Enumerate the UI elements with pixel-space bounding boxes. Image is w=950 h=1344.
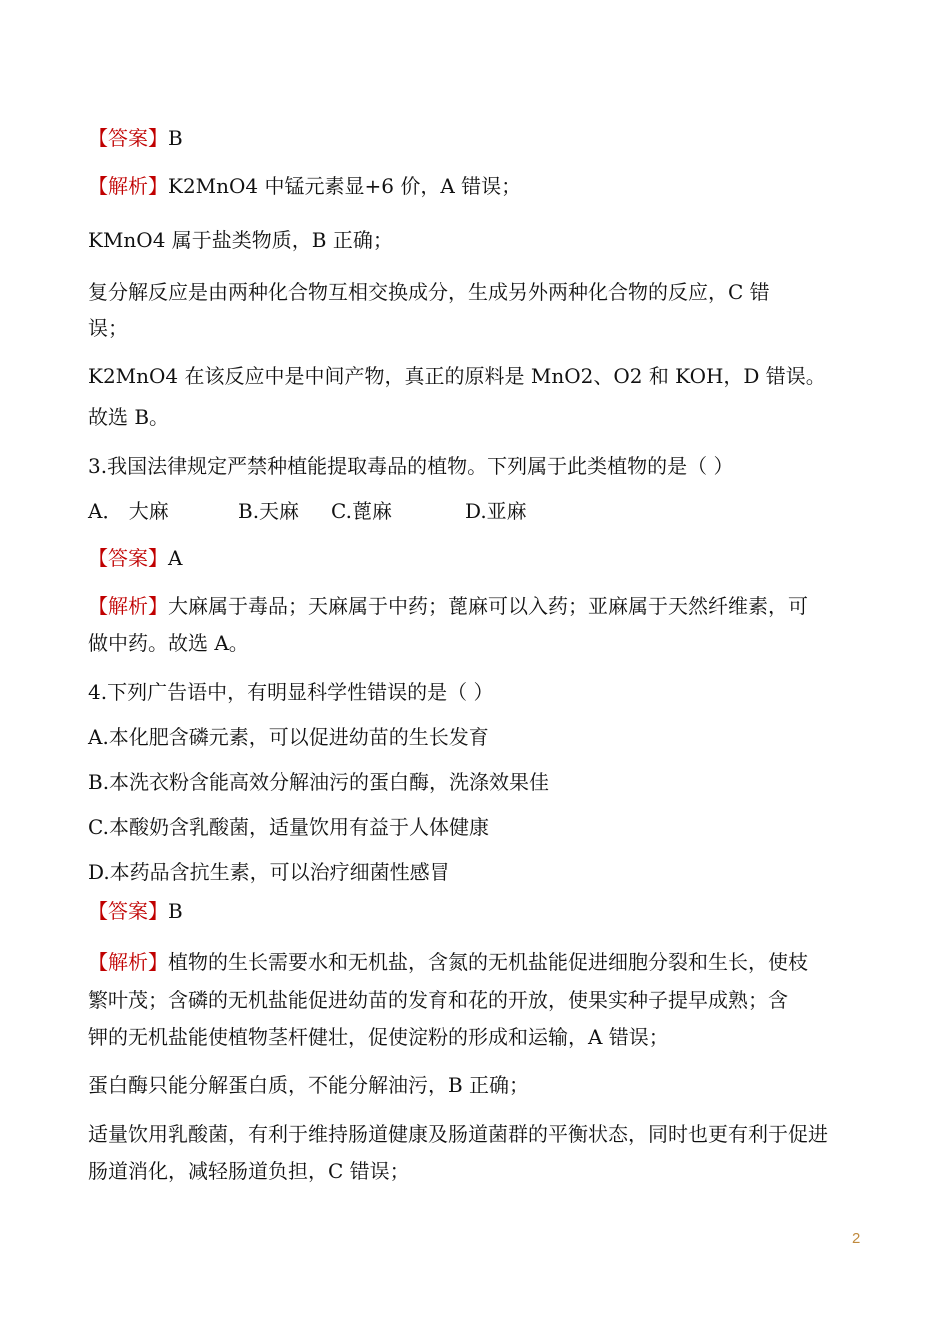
- option-c: C.蓖麻: [331, 499, 392, 523]
- analysis-text: 肠道消化，减轻肠道负担，C 错误；: [88, 1159, 410, 1183]
- answer-label: 【答案】: [88, 546, 168, 570]
- analysis-text: 误；: [88, 316, 128, 340]
- answer-line-q4: [88, 899, 183, 923]
- analysis-label: 【解析】: [88, 594, 168, 618]
- answer-line-q3: [88, 546, 182, 570]
- question-3-stem: 3.我国法律规定严禁种植能提取毒品的植物。下列属于此类植物的是（ ）: [88, 454, 734, 478]
- analysis-text: K2MnO4 中锰元素显+6 价，A 错误；: [168, 174, 522, 198]
- analysis-line-q2: [88, 174, 521, 198]
- analysis-line-q3: [88, 594, 808, 618]
- option-b: B.天麻: [238, 499, 300, 523]
- answer-value: B: [168, 126, 183, 150]
- analysis-text: 做中药。故选 A。: [88, 631, 249, 655]
- analysis-text: 蛋白酶只能分解蛋白质，不能分解油污，B 正确；: [88, 1073, 530, 1097]
- analysis-text: KMnO4 属于盐类物质，B 正确；: [88, 228, 393, 252]
- analysis-text: 大麻属于毒品；天麻属于中药；蓖麻可以入药；亚麻属于天然纤维素，可: [168, 594, 808, 618]
- answer-label: 【答案】: [88, 899, 168, 923]
- analysis-text: 植物的生长需要水和无机盐，含氮的无机盐能促进细胞分裂和生长，使枝: [168, 950, 808, 974]
- analysis-label: 【解析】: [88, 950, 168, 974]
- analysis-text: 钾的无机盐能使植物茎杆健壮，促使淀粉的形成和运输，A 错误；: [88, 1025, 669, 1049]
- option-c: C.本酸奶含乳酸菌，适量饮用有益于人体健康: [88, 815, 489, 839]
- analysis-text: K2MnO4 在该反应中是中间产物，真正的原料是 MnO2、O2 和 KOH，D 错误。: [88, 364, 826, 388]
- option-b: B.本洗衣粉含能高效分解油污的蛋白酶，洗涤效果佳: [88, 770, 550, 794]
- analysis-text: 繁叶茂；含磷的无机盐能促进幼苗的发育和花的开放，使果实种子提早成熟；含: [88, 988, 788, 1012]
- option-a: A.本化肥含磷元素，可以促进幼苗的生长发育: [88, 725, 489, 749]
- analysis-line-q4: [88, 950, 808, 974]
- option-d: D.亚麻: [465, 499, 527, 523]
- option-d: D.本药品含抗生素，可以治疗细菌性感冒: [88, 860, 450, 884]
- analysis-text: 适量饮用乳酸菌，有利于维持肠道健康及肠道菌群的平衡状态，同时也更有利于促进: [88, 1122, 828, 1146]
- question-4-stem: 4.下列广告语中，有明显科学性错误的是（ ）: [88, 680, 494, 704]
- answer-line-q2: [88, 126, 183, 150]
- question-3-options: [88, 499, 527, 523]
- analysis-text: 复分解反应是由两种化合物互相交换成分，生成另外两种化合物的反应，C 错: [88, 280, 770, 304]
- analysis-label: 【解析】: [88, 174, 168, 198]
- option-a: A． 大麻: [88, 499, 169, 523]
- answer-value: B: [168, 899, 183, 923]
- page-number: 2: [852, 1230, 861, 1247]
- answer-label: 【答案】: [88, 126, 168, 150]
- answer-value: A: [168, 546, 183, 570]
- analysis-text: 故选 B。: [88, 405, 170, 429]
